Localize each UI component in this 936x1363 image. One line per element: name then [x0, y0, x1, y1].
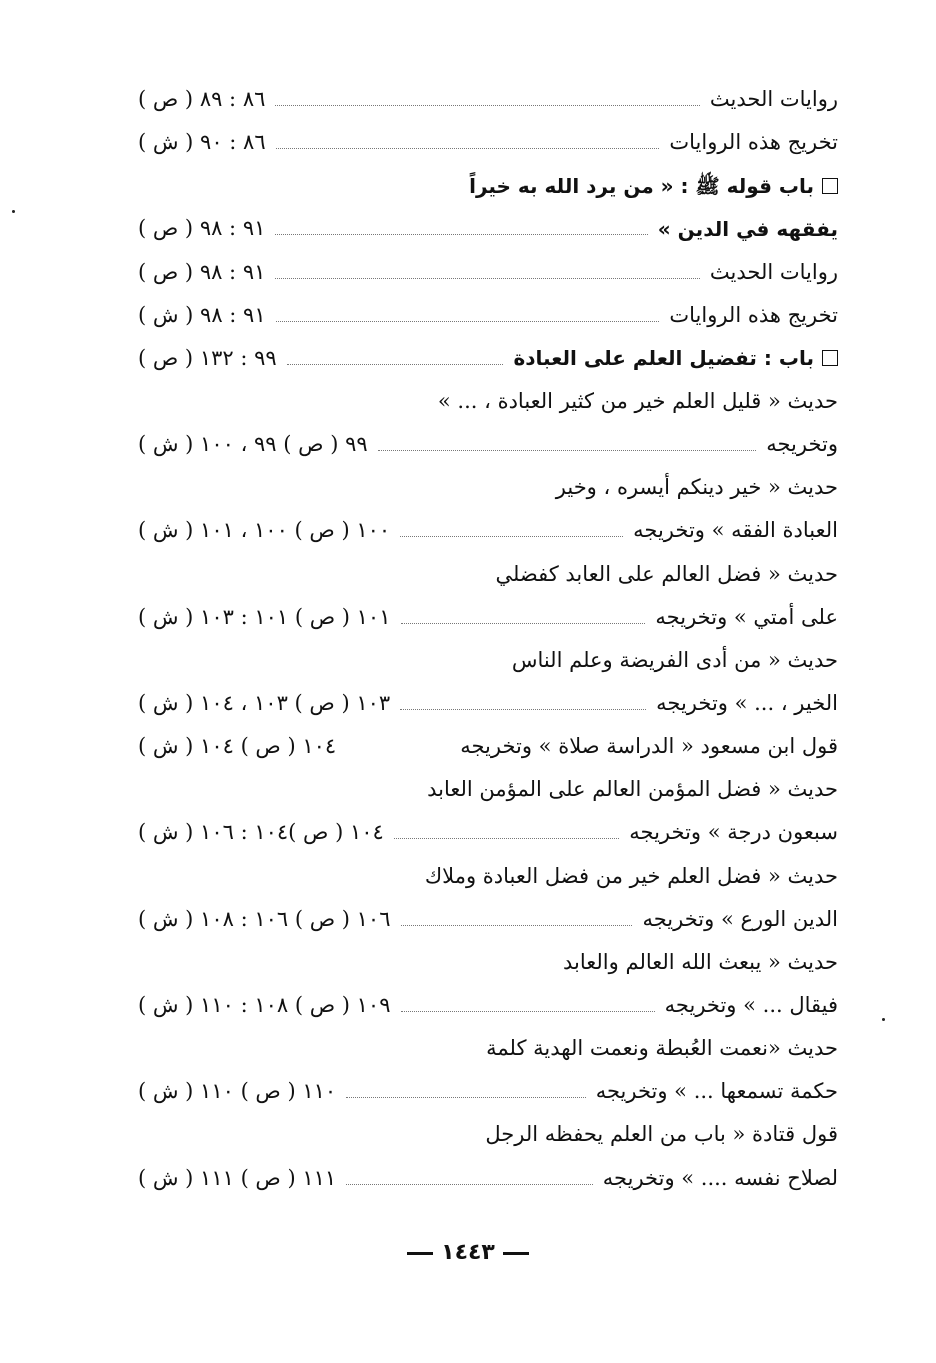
entry-pages: ١٠٦ ( ص ) ١٠٦ : ١٠٨ ( ش )	[138, 906, 391, 931]
dot-leader	[275, 234, 647, 235]
toc-entry	[138, 682, 838, 725]
dot-leader	[401, 1011, 655, 1012]
checkbox-square-icon	[822, 178, 838, 194]
toc-entry	[138, 898, 838, 941]
dot-leader	[346, 1184, 593, 1185]
entry-title: على أمتي » وتخريجه	[655, 604, 838, 629]
dot-leader	[276, 148, 660, 149]
entry-title: حديث « من أدى الفريضة وعلم الناس	[511, 647, 838, 672]
entry-title: وتخريجه	[766, 432, 838, 457]
toc-entry	[138, 941, 838, 984]
toc-entry	[138, 984, 838, 1027]
entry-pages: ٩١ : ٩٨ ( ص )	[138, 259, 266, 284]
toc-entry	[138, 1157, 838, 1200]
entry-pages: ٩٩ : ١٣٢ ( ص )	[138, 345, 277, 370]
entry-pages: ١١٠ ( ص ) ١١٠ ( ش )	[138, 1079, 337, 1104]
page-number: ١٤٤٣	[441, 1240, 495, 1265]
dot-leader	[346, 752, 450, 753]
heading-title: باب قوله ﷺ : « من يرد الله به خيراً	[469, 173, 814, 198]
entry-title: حديث « فضل العالم على العابد كفضلي	[495, 561, 838, 586]
toc-entry	[138, 855, 838, 898]
toc-entry	[138, 596, 838, 639]
dash-decoration	[407, 1252, 433, 1255]
entry-pages: ٩٩ ( ص ) ٩٩ ، ١٠٠ ( ش )	[138, 432, 368, 457]
entry-pages: ٩١ : ٩٨ ( ص )	[138, 216, 266, 241]
entry-pages: ١٠٤ ( ص ) ١٠٤ ( ش )	[138, 734, 337, 759]
toc-entry	[138, 121, 838, 164]
toc-entry	[138, 509, 838, 552]
toc-entry	[138, 639, 838, 682]
entry-title: لصلاح نفسه .... » وتخريجه	[602, 1165, 838, 1190]
page-number-footer	[0, 1240, 936, 1265]
entry-title: روايات الحديث	[709, 259, 838, 284]
entry-title: قول ابن مسعود « الدراسة صلاة » وتخريجه	[460, 734, 838, 759]
dot-leader	[287, 364, 504, 365]
dot-leader	[276, 321, 660, 322]
checkbox-square-icon	[822, 350, 838, 366]
scan-speck	[882, 1018, 885, 1021]
toc-entry	[138, 553, 838, 596]
entry-title: حديث « قليل العلم خير من كثير العبادة ، ... »	[437, 389, 838, 414]
entry-title: حديث « فضل المؤمن العالم على المؤمن العابد	[427, 777, 838, 802]
section-heading	[138, 164, 838, 207]
dot-leader	[400, 536, 623, 537]
entry-pages: ١٠١ ( ص ) ١٠١ : ١٠٣ ( ش )	[138, 604, 391, 629]
entry-pages: ٨٦ : ٩٠ ( ش )	[138, 130, 266, 155]
entry-pages: ١٠٣ ( ص ) ١٠٣ ، ١٠٤ ( ش )	[138, 691, 391, 716]
entry-title: حديث «نعمت العُبطة ونعمت الهدية كلمة	[486, 1036, 838, 1061]
heading-title: باب : تفضيل العلم على العبادة	[513, 346, 814, 371]
entry-title: تخريج هذه الروايات	[669, 130, 838, 155]
toc-entry	[138, 1113, 838, 1156]
toc-entry	[138, 1027, 838, 1070]
dot-leader	[275, 278, 700, 279]
toc-entry	[138, 380, 838, 423]
toc-entry	[138, 466, 838, 509]
toc-entry	[138, 423, 838, 466]
dot-leader	[401, 925, 633, 926]
toc-entry	[138, 251, 838, 294]
toc-entry	[138, 207, 838, 250]
scan-speck	[12, 210, 15, 213]
toc-entry	[138, 811, 838, 854]
entry-title: حكمة تسمعها ... » وتخريجه	[595, 1079, 838, 1104]
toc-entry	[138, 768, 838, 811]
entry-pages: ١١١ ( ص ) ١١١ ( ش )	[138, 1165, 337, 1190]
entry-pages: ١٠٩ ( ص ) ١٠٨ : ١١٠ ( ش )	[138, 993, 391, 1018]
entry-title: فيقال ... » وتخريجه	[664, 993, 838, 1018]
entry-title: يفقهه في الدين »	[657, 216, 838, 241]
entry-title: قول قتادة « باب من العلم يحفظه الرجل	[485, 1122, 838, 1147]
entry-title: حديث « يبعث الله العالم والعابد	[563, 949, 838, 974]
dot-leader	[401, 623, 646, 624]
entry-title: حديث « فضل العلم خير من فضل العبادة وملاك	[424, 863, 838, 888]
dot-leader	[346, 1097, 586, 1098]
entry-title: العبادة الفقه » وتخريجه	[633, 518, 838, 543]
entry-pages: ١٠٤ ( ص )١٠٤ : ١٠٦ ( ش )	[138, 820, 384, 845]
entry-pages: ٩١ : ٩٨ ( ش )	[138, 302, 266, 327]
dot-leader	[400, 709, 646, 710]
entry-title: سبعون درجة » وتخريجه	[629, 820, 838, 845]
dot-leader	[275, 105, 700, 106]
toc-entry	[138, 294, 838, 337]
dash-decoration	[503, 1252, 529, 1255]
section-heading	[138, 337, 838, 380]
entry-title: الدين الورع » وتخريجه	[642, 906, 838, 931]
entry-title: الخير ، ... » وتخريجه	[656, 691, 838, 716]
entry-title: روايات الحديث	[709, 87, 838, 112]
entry-pages: ١٠٠ ( ص ) ١٠٠ ، ١٠١ ( ش )	[138, 518, 391, 543]
entry-pages: ٨٦ : ٨٩ ( ص )	[138, 87, 266, 112]
table-of-contents	[138, 78, 838, 1200]
entry-title: حديث « خير دينكم أيسره ، وخير	[555, 475, 838, 500]
dot-leader	[378, 450, 757, 451]
toc-entry	[138, 78, 838, 121]
toc-entry	[138, 1070, 838, 1113]
dot-leader	[394, 838, 619, 839]
entry-title: تخريج هذه الروايات	[669, 302, 838, 327]
toc-entry	[138, 725, 838, 768]
